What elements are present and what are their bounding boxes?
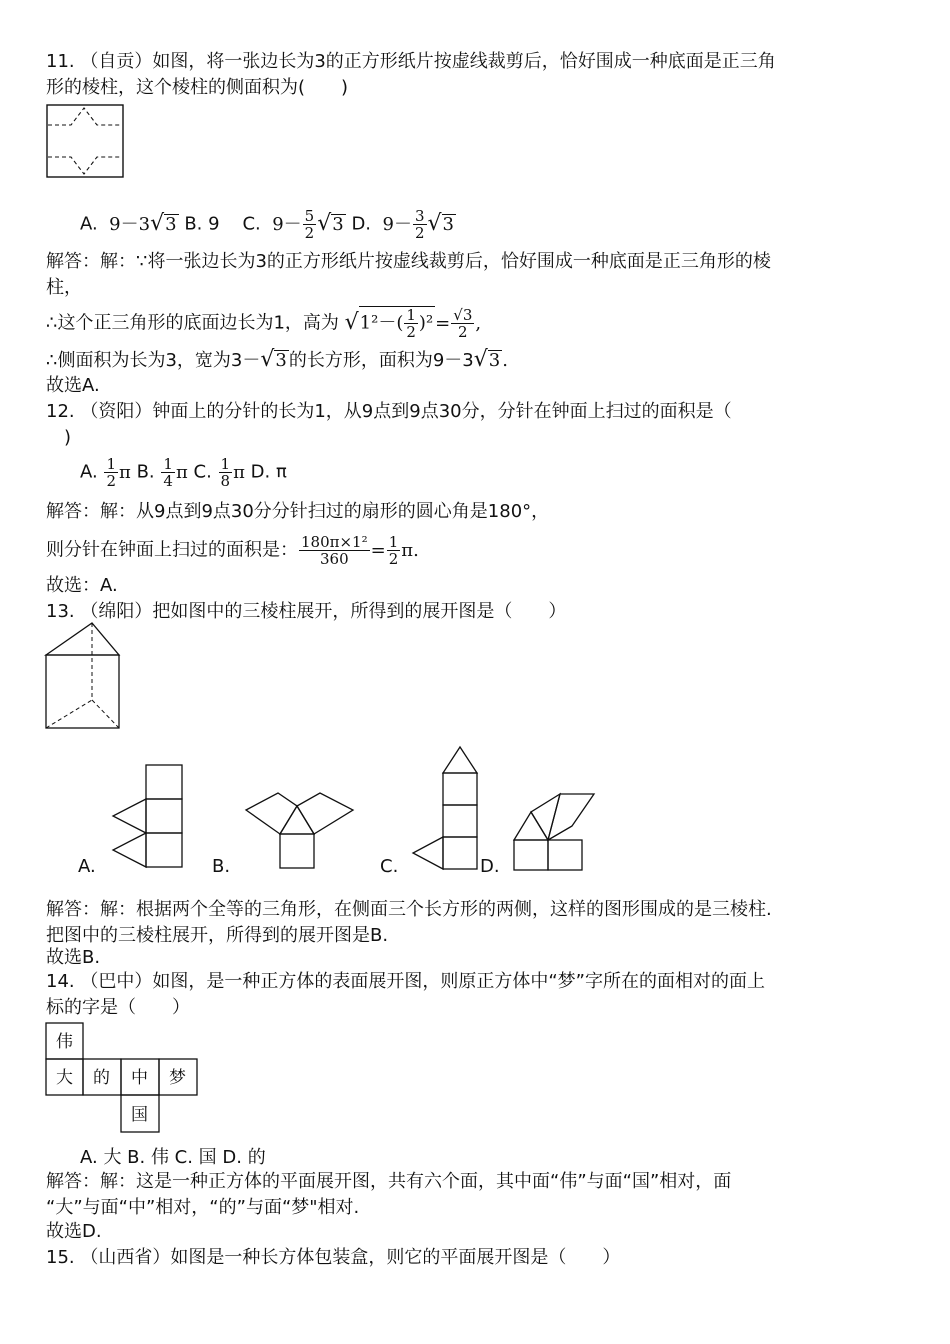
q12-conclusion: 故选：A. bbox=[46, 575, 118, 596]
q13-option-a-net bbox=[112, 764, 184, 872]
q11-solution-line4: ∴侧面积为长为3，宽为3－√3 的长方形，面积为9－3√3 . bbox=[46, 347, 508, 372]
q11-stem-line1: 11. （自贡）如图，将一张边长为3的正方形纸片按虚线裁剪后，恰好围成一种底面是正三角 bbox=[46, 51, 776, 72]
q13-option-c-label: C. bbox=[380, 856, 399, 877]
q13-option-a-label: A. bbox=[78, 856, 96, 877]
q11-conclusion: 故选A. bbox=[46, 375, 100, 396]
q12-stem-line2: ) bbox=[64, 427, 72, 448]
net-cell-wei: 伟 bbox=[56, 1032, 73, 1052]
net-cell-zhong: 中 bbox=[131, 1068, 148, 1088]
q15-stem-line1: 15. （山西省）如图是一种长方体包装盒，则它的平面展开图是（ ） bbox=[46, 1247, 621, 1268]
q13-option-b-net bbox=[244, 792, 356, 872]
q13-conclusion: 故选B. bbox=[46, 947, 101, 968]
net-cell-guo: 国 bbox=[131, 1105, 148, 1125]
q11-solution-line2: 柱， bbox=[46, 277, 82, 298]
q12-solution-line1: 解答：解：从9点到9点30分分针扫过的扇形的圆心角是180°， bbox=[46, 501, 550, 522]
q12-solution-line2: 则分针在钟面上扫过的面积是： $\frac{\text{180π×1²}}{360}$ = $\frac{1}{2}$ π. bbox=[46, 533, 419, 568]
q13-solution-line2: 把图中的三棱柱展开，所得到的展开图是B. bbox=[46, 925, 389, 946]
q11-solution-line1: 解答：解：∵将一张边长为3的正方形纸片按虚线裁剪后，恰好围成一种底面是正三角形的棱 bbox=[46, 251, 771, 272]
q11-options: A. 9－3√3 B. 9 C. 9－ $\frac{5}{2}$ √3 D. 9－ $\frac{3}{2}$ √3 bbox=[80, 207, 454, 242]
q14-solution-line2: “大”与面“中”相对，“的”与面“梦"相对. bbox=[46, 1197, 360, 1218]
q14-stem-line1: 14. （巴中）如图，是一种正方体的表面展开图，则原正方体中“梦”字所在的面相对的面上 bbox=[46, 971, 765, 992]
q13-option-d-label: D. bbox=[480, 856, 500, 877]
q13-option-c-net bbox=[412, 745, 480, 873]
q14-solution-line1: 解答：解：这是一种正方体的平面展开图，共有六个面，其中面“伟”与面“国”相对，面 bbox=[46, 1171, 732, 1192]
q11-square-figure bbox=[46, 104, 126, 180]
q13-prism-figure bbox=[45, 622, 121, 730]
q14-conclusion: 故选D. bbox=[46, 1221, 102, 1242]
q12-stem-line1: 12. （资阳）钟面上的分针的长为1，从9点到9点30分，分针在钟面上扫过的面积是（ bbox=[46, 401, 732, 422]
q11-stem-line2: 形的棱柱，这个棱柱的侧面积为( ) bbox=[46, 77, 349, 98]
net-cell-da: 大 bbox=[56, 1068, 73, 1088]
net-cell-meng: 梦 bbox=[169, 1068, 186, 1088]
net-cell-de: 的 bbox=[93, 1068, 110, 1088]
q14-options: A. 大 B. 伟 C. 国 D. 的 bbox=[80, 1147, 266, 1168]
q14-stem-line2: 标的字是（ ） bbox=[46, 997, 190, 1018]
q14-cube-net bbox=[45, 1022, 199, 1134]
q12-options: A. $\frac{1}{2}$ π B. $\frac{1}{4}$ π C. $\frac{1}{8}$ π D. π bbox=[80, 455, 287, 490]
q13-stem-line1: 13. （绵阳）把如图中的三棱柱展开，所得到的展开图是（ ） bbox=[46, 601, 567, 622]
q11-solution-line3: ∴这个正三角形的底面边长为1，高为 √1²－( $\frac{1}{2}$ )² = $\frac{√3}{2}$ , bbox=[46, 306, 482, 341]
q13-solution-line1: 解答：解：根据两个全等的三角形，在侧面三个长方形的两侧，这样的图形围成的是三棱柱. bbox=[46, 899, 772, 920]
q13-option-b-label: B. bbox=[212, 856, 231, 877]
q13-option-d-net bbox=[512, 790, 596, 872]
